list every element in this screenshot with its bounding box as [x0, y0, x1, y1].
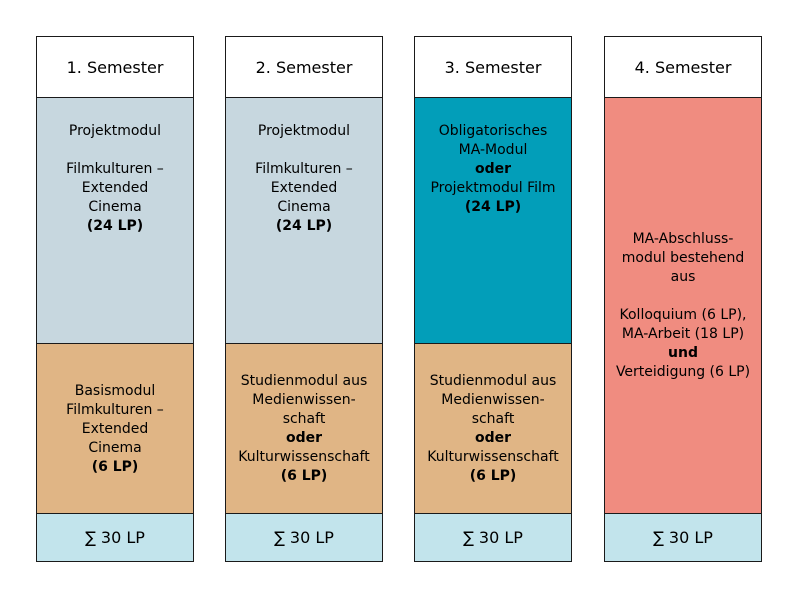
module-line: MA-Abschluss- — [632, 231, 734, 247]
module-or: oder — [474, 161, 512, 177]
module-line: Extended — [81, 420, 149, 437]
module-line: aus — [670, 269, 696, 285]
module-line: MA-Arbeit (18 LP) — [621, 326, 745, 342]
module-line: MA-Modul — [458, 142, 528, 158]
semester-2-header: 2. Semester — [225, 36, 383, 99]
semester-3-studienmodul — [414, 343, 572, 515]
module-line: Kolloquium (6 LP), — [619, 307, 747, 323]
module-line: schaft — [282, 411, 326, 427]
module-or: und — [668, 345, 698, 361]
module-line: Medienwissen- — [252, 392, 356, 408]
module-line: Cinema — [88, 199, 142, 215]
module-line: Studienmodul aus — [429, 373, 557, 389]
semester-4-column — [604, 36, 762, 562]
module-line: Kulturwissenschaft — [427, 449, 559, 465]
module-line: Medienwissen- — [441, 392, 545, 408]
module-line: Filmkulturen – — [66, 401, 164, 418]
module-line: Extended — [81, 180, 149, 196]
semester-3-column — [414, 36, 572, 562]
semester-2-studienmodul — [225, 343, 383, 515]
module-credits: (24 LP) — [464, 199, 522, 215]
module-line: Projektmodul Film — [430, 180, 556, 196]
module-line: Projektmodul — [257, 123, 351, 139]
semester-3-sum: ∑ 30 LP — [414, 513, 572, 562]
module-line: Cinema — [88, 439, 142, 456]
module-credits: (24 LP) — [86, 218, 144, 234]
module-line: Basismodul — [74, 382, 156, 399]
semester-3-ma-modul — [414, 97, 572, 345]
module-or: oder — [285, 430, 323, 446]
module-line: Filmkulturen – — [66, 161, 164, 177]
module-line: Verteidigung (6 LP) — [615, 364, 751, 380]
module-line: Extended — [270, 180, 338, 196]
semester-1-basismodul — [36, 343, 194, 515]
module-line: Filmkulturen – — [255, 161, 353, 177]
module-or: oder — [474, 430, 512, 446]
semester-1-sum: ∑ 30 LP — [36, 513, 194, 562]
semester-1-header: 1. Semester — [36, 36, 194, 99]
module-line: modul bestehend — [621, 250, 745, 266]
semester-4-sum: ∑ 30 LP — [604, 513, 762, 562]
module-credits: (6 LP) — [469, 468, 517, 484]
semester-2-sum: ∑ 30 LP — [225, 513, 383, 562]
module-line: Cinema — [277, 199, 331, 215]
semester-2-column — [225, 36, 383, 562]
semester-1-projektmodul — [36, 97, 194, 345]
module-credits: (6 LP) — [91, 458, 139, 475]
semester-4-abschlussmodul — [604, 97, 762, 515]
module-line: Kulturwissenschaft — [238, 449, 370, 465]
module-line: schaft — [471, 411, 515, 427]
module-line: Obligatorisches — [438, 123, 548, 139]
semester-3-header: 3. Semester — [414, 36, 572, 99]
semester-4-header: 4. Semester — [604, 36, 762, 99]
module-credits: (6 LP) — [280, 468, 328, 484]
module-credits: (24 LP) — [275, 218, 333, 234]
module-line: Projektmodul — [68, 123, 162, 139]
semester-2-projektmodul — [225, 97, 383, 345]
semester-1-column — [36, 36, 194, 562]
module-line: Studienmodul aus — [240, 373, 368, 389]
